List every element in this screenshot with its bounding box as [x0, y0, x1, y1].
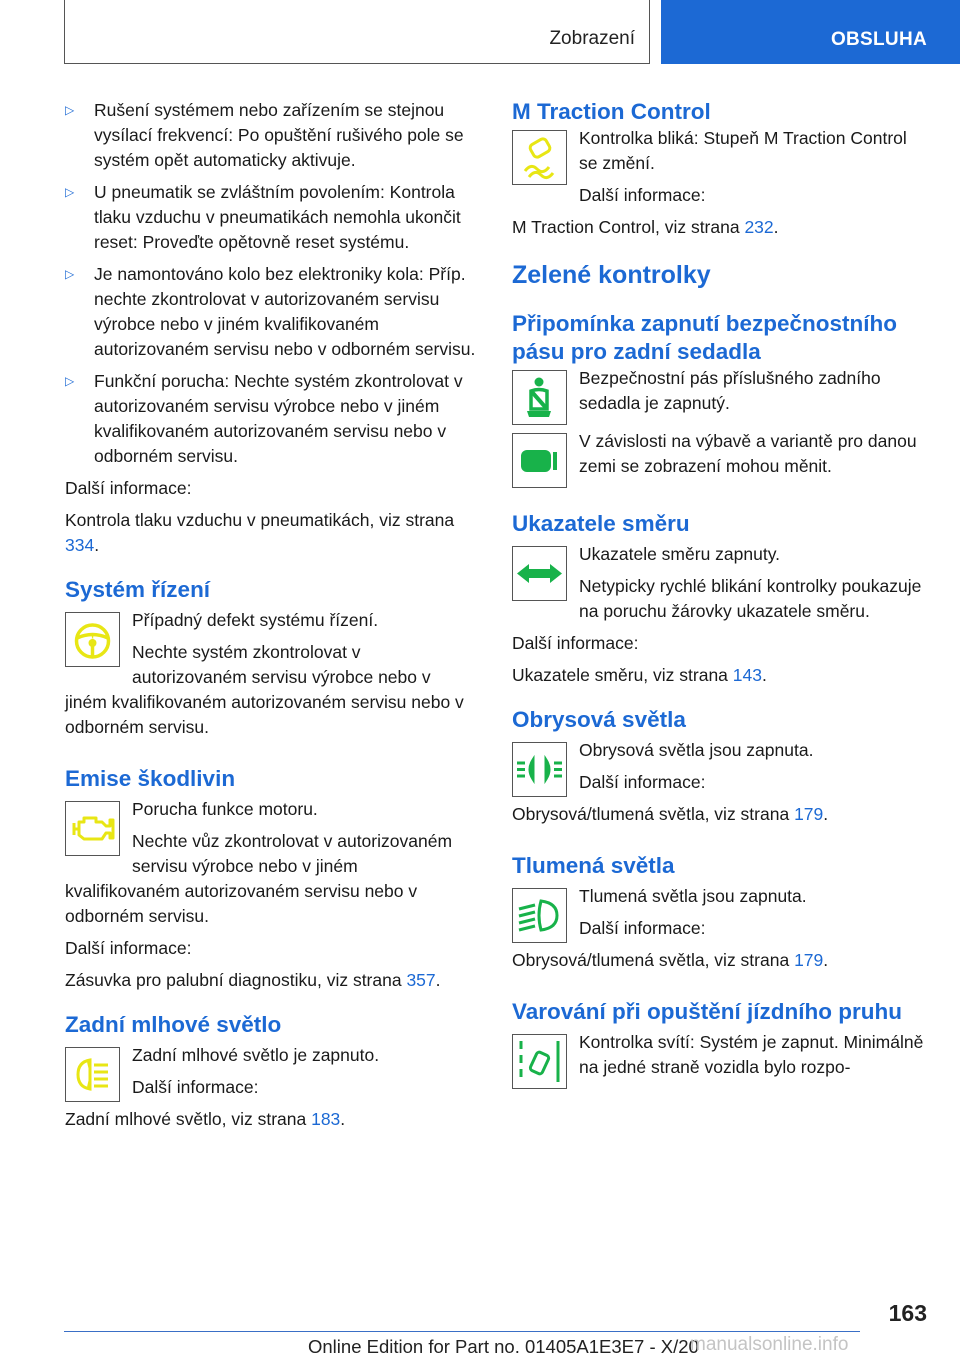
page-link[interactable]: 179: [794, 804, 824, 824]
cross-reference: M Traction Control, viz strana 232.: [512, 217, 779, 237]
section-text: Případný defekt systému řízení.: [132, 610, 379, 630]
cross-reference: Ukazatele směru, viz strana 143.: [512, 665, 767, 685]
page-link[interactable]: 334: [65, 535, 95, 555]
header-section-label: OBSLUHA: [830, 29, 927, 50]
more-info-label: Další informace:: [579, 772, 706, 792]
section-low-beam: [512, 852, 924, 980]
cross-reference: Zadní mlhové světlo, viz strana 183.: [65, 1109, 346, 1129]
reference-text: Zásuvka pro palubní diagnostiku, viz strana: [65, 970, 402, 990]
rear-fog-light-icon: [65, 1047, 120, 1102]
page-link[interactable]: 179: [794, 950, 824, 970]
section-traction: [512, 98, 924, 240]
section-text: Kontrolka svítí: Systém je zapnut. Minimálně na jedné straně vozidla bylo rozpo-: [579, 1032, 924, 1077]
more-info-label: Další informace:: [579, 918, 706, 938]
section-title: Ukazatele směru: [512, 511, 690, 536]
section-parking-lights: [512, 706, 924, 834]
page-number: 163: [888, 1300, 927, 1326]
section-text: Tlumená světla jsou zapnuta.: [579, 886, 807, 906]
more-info-label: Další informace:: [512, 633, 639, 653]
section-text: Nechte vůz zkontrolovat v autorizovaném servisu výrobce nebo v jiném kvalifikovaném autorizovaném servisu nebo v odborném servisu.: [65, 831, 453, 926]
section-title: Varování při opuštění jízdního pruhu: [512, 999, 903, 1024]
lane-departure-icon: [512, 1034, 567, 1089]
section-turn-signals: [512, 510, 924, 688]
section-emissions: [65, 765, 477, 993]
section-text: V závislosti na výbavě a variantě pro danou zemi se zobrazení mohou měnit.: [579, 431, 917, 476]
page-link[interactable]: 232: [744, 217, 774, 237]
green-indicators-group: [512, 260, 924, 290]
bullet-item: ▷ Funkční porucha: Nechte systém zkontrolovat v autorizovaném servisu výrobce nebo v jiném kvalifikovaném autorizovaném servisu nebo v odborném servisu.: [65, 369, 477, 469]
reference-text: Ukazatele směru, viz strana: [512, 665, 728, 685]
cross-reference: Obrysová/tlumená světla, viz strana 179.: [512, 950, 829, 970]
footer-divider: [64, 1331, 860, 1332]
section-text: Bezpečnostní pás příslušného zadního sedadla je zapnutý.: [579, 368, 881, 413]
svg-text:!: !: [90, 633, 95, 643]
watermark: manualsonline.info: [690, 1334, 849, 1355]
right-column: [512, 98, 924, 1093]
steering-wheel-warning-icon: [65, 612, 120, 667]
section-text: Ukazatele směru zapnuty.: [579, 544, 781, 564]
page-link[interactable]: 357: [406, 970, 436, 990]
engine-warning-icon: [65, 801, 120, 856]
header-title-box: [64, 0, 650, 64]
reference-text: Zadní mlhové světlo, viz strana: [65, 1109, 307, 1129]
section-title: Systém řízení: [65, 577, 211, 602]
reference-text: M Traction Control, viz strana: [512, 217, 740, 237]
section-title: Tlumená světla: [512, 853, 675, 878]
group-heading: Zelené kontrolky: [512, 261, 711, 289]
section-lane-departure: [512, 998, 924, 1080]
section-text: Zadní mlhové světlo je zapnuto.: [132, 1045, 380, 1065]
more-info-label: Další informace:: [132, 1077, 259, 1097]
section-title: Připomínka zapnutí bezpečnostního pásu pro zadní sedadla: [512, 311, 898, 364]
left-column: [65, 98, 477, 1139]
reference-text: Kontrola tlaku vzduchu v pneumatikách, viz strana: [65, 510, 455, 530]
section-text: Netypicky rychlé blikání kontrolky poukazuje na poruchu žárovky ukazatele směru.: [579, 576, 922, 621]
low-beam-icon: [512, 888, 567, 943]
seatbelt-icon: [512, 370, 567, 425]
edition-text: Online Edition for Part no. 01405A1E3E7 - X/20: [308, 1336, 699, 1357]
page-header: [0, 0, 960, 66]
section-text: Obrysová světla jsou zapnuta.: [579, 740, 814, 760]
reference-text: Obrysová/tlumená světla, viz strana: [512, 804, 790, 824]
section-text: Kontrolka bliká: Stupeň M Traction Control se změní.: [579, 128, 907, 173]
section-title: M Traction Control: [512, 99, 711, 124]
more-info-label: Další informace:: [65, 938, 192, 958]
header-title: Zobrazení: [549, 28, 635, 49]
section-steering: [65, 576, 477, 747]
page-link[interactable]: 143: [732, 665, 762, 685]
section-title: Zadní mlhové světlo: [65, 1012, 282, 1037]
section-text: Nechte systém zkontrolovat v autorizovaném servisu výrobce nebo v jiném kvalifikovaném autorizovaném servisu nebo v odborném servisu.: [65, 642, 464, 737]
section-title: Obrysová světla: [512, 707, 686, 732]
reference-text: Obrysová/tlumená světla, viz strana: [512, 950, 790, 970]
parking-lights-icon: [512, 742, 567, 797]
section-title: Emise škodlivin: [65, 766, 236, 791]
bullet-item: ▷ Je namontováno kolo bez elektroniky kola: Příp. nechte zkontrolovat v autorizovaném servisu výrobce nebo v jiném kvalifikovaném autorizovaném servisu nebo v odborném servisu.: [65, 262, 477, 362]
cross-reference: Kontrola tlaku vzduchu v pneumatikách, viz strana 334.: [65, 510, 455, 555]
tire-pressure-bullets: [65, 98, 477, 469]
page-link[interactable]: 183: [311, 1109, 341, 1129]
section-text: Porucha funkce motoru.: [132, 799, 318, 819]
header-section-tab: [661, 0, 960, 64]
section-seatbelt: [512, 310, 924, 492]
turn-signal-arrows-icon: [512, 546, 567, 601]
more-info-label: Další informace:: [65, 478, 192, 498]
cross-reference: Obrysová/tlumená světla, viz strana 179.: [512, 804, 829, 824]
more-info-label: Další informace:: [579, 185, 706, 205]
section-rear-fog: [65, 1011, 477, 1139]
rear-seat-belt-status-icon: [512, 433, 567, 488]
bullet-item: ▷ U pneumatik se zvláštním povolením: Kontrola tlaku vzduchu v pneumatikách nemohla ukončit reset: Proveďte opětovně reset systému.: [65, 180, 477, 255]
cross-reference: Zásuvka pro palubní diagnostiku, viz strana 357.: [65, 970, 441, 990]
traction-control-icon: [512, 130, 567, 185]
bullet-item: ▷ Rušení systémem nebo zařízením se stejnou vysílací frekvencí: Po opuštění rušivého pole se systém opět automaticky aktivuje.: [65, 98, 477, 173]
